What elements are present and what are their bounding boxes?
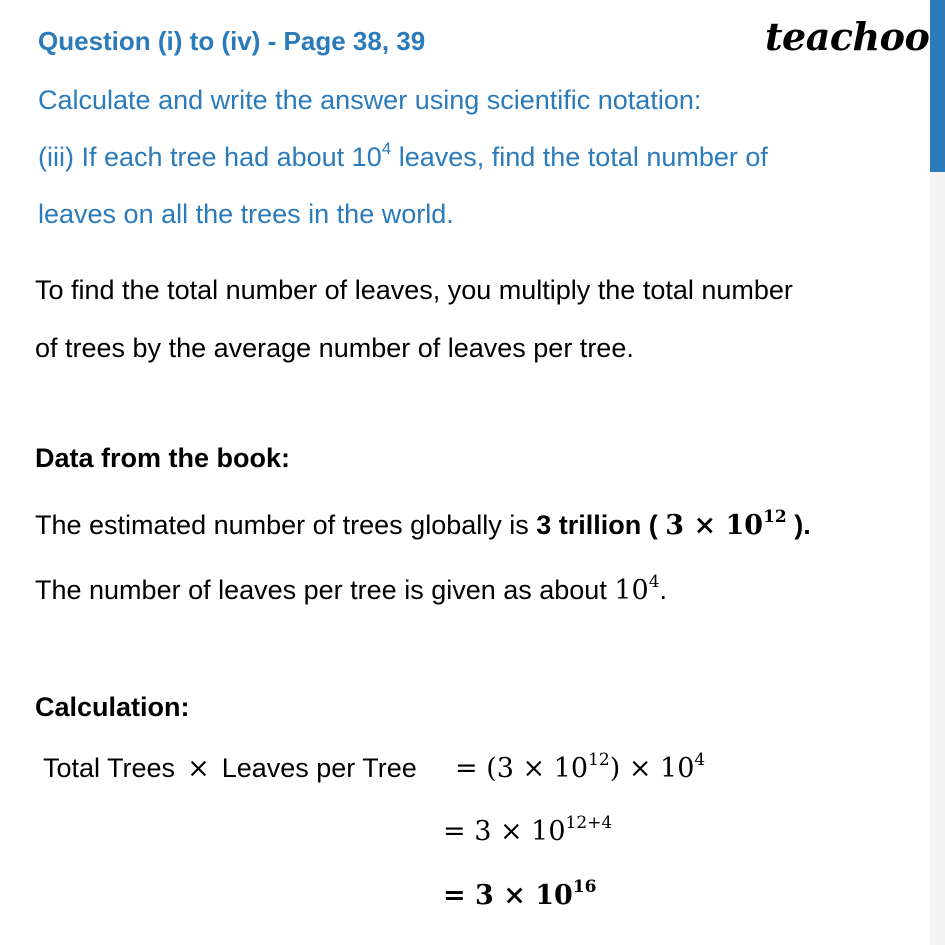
leaves-fact-base: 10 [614,575,649,606]
trees-fact-notation: 3 × 10 [665,510,764,541]
explanation-line1: To find the total number of leaves, you multiply the total number [35,275,793,305]
result-exponent: 16 [572,877,597,897]
calculation-step2 [443,813,613,847]
step1-pre: = (3 × 10 [455,753,589,784]
step1-exponent2: 4 [694,750,706,770]
question-title: Question (i) to (iv) - Page 38, 39 [38,26,426,56]
step1-exponent: 12 [588,750,610,770]
explanation-line2: of trees by the average number of leaves per tree. [35,333,634,363]
trees-fact-prefix: The estimated number of trees globally is [35,510,537,540]
leaves-fact-exponent: 4 [648,572,660,592]
lhs-times-symbol: × [187,753,210,784]
leaves-fact-suffix: . [659,575,668,605]
step2-exponent: 12+4 [565,813,613,833]
step1-post: ) × 10 [609,753,695,784]
leaves-fact [35,572,668,606]
leaves-fact-prefix: The number of leaves per tree is given as about [35,575,615,605]
question-part-suffix: leaves, find the total number of [391,142,768,172]
question-part-exponent: 4 [381,139,392,158]
step2-pre: = 3 × 10 [443,816,566,847]
data-heading: Data from the book: [35,443,291,473]
trees-fact-bold: 3 trillion ( [536,510,666,540]
question-instruction: Calculate and write the answer using scientific notation: [38,85,702,115]
trees-fact [35,507,811,541]
lhs-total-trees: Total Trees [43,753,176,783]
question-part-line1 [38,139,768,173]
calculation-lhs [43,753,417,784]
scrollbar-thumb[interactable] [930,0,945,172]
teachoo-logo: teachoo [765,14,930,59]
calculation-step1 [455,750,706,784]
question-part-prefix: (iii) If each tree had about 10 [38,142,382,172]
calculation-heading: Calculation: [35,692,190,722]
trees-fact-close: ). [786,510,811,540]
trees-fact-exponent: 12 [763,507,787,527]
question-part-line2: leaves on all the trees in the world. [38,199,454,229]
result-pre: = 3 × 10 [443,880,573,911]
calculation-result [443,877,597,911]
lhs-leaves-per-tree: Leaves per Tree [221,753,417,783]
scrollbar[interactable] [930,0,945,945]
